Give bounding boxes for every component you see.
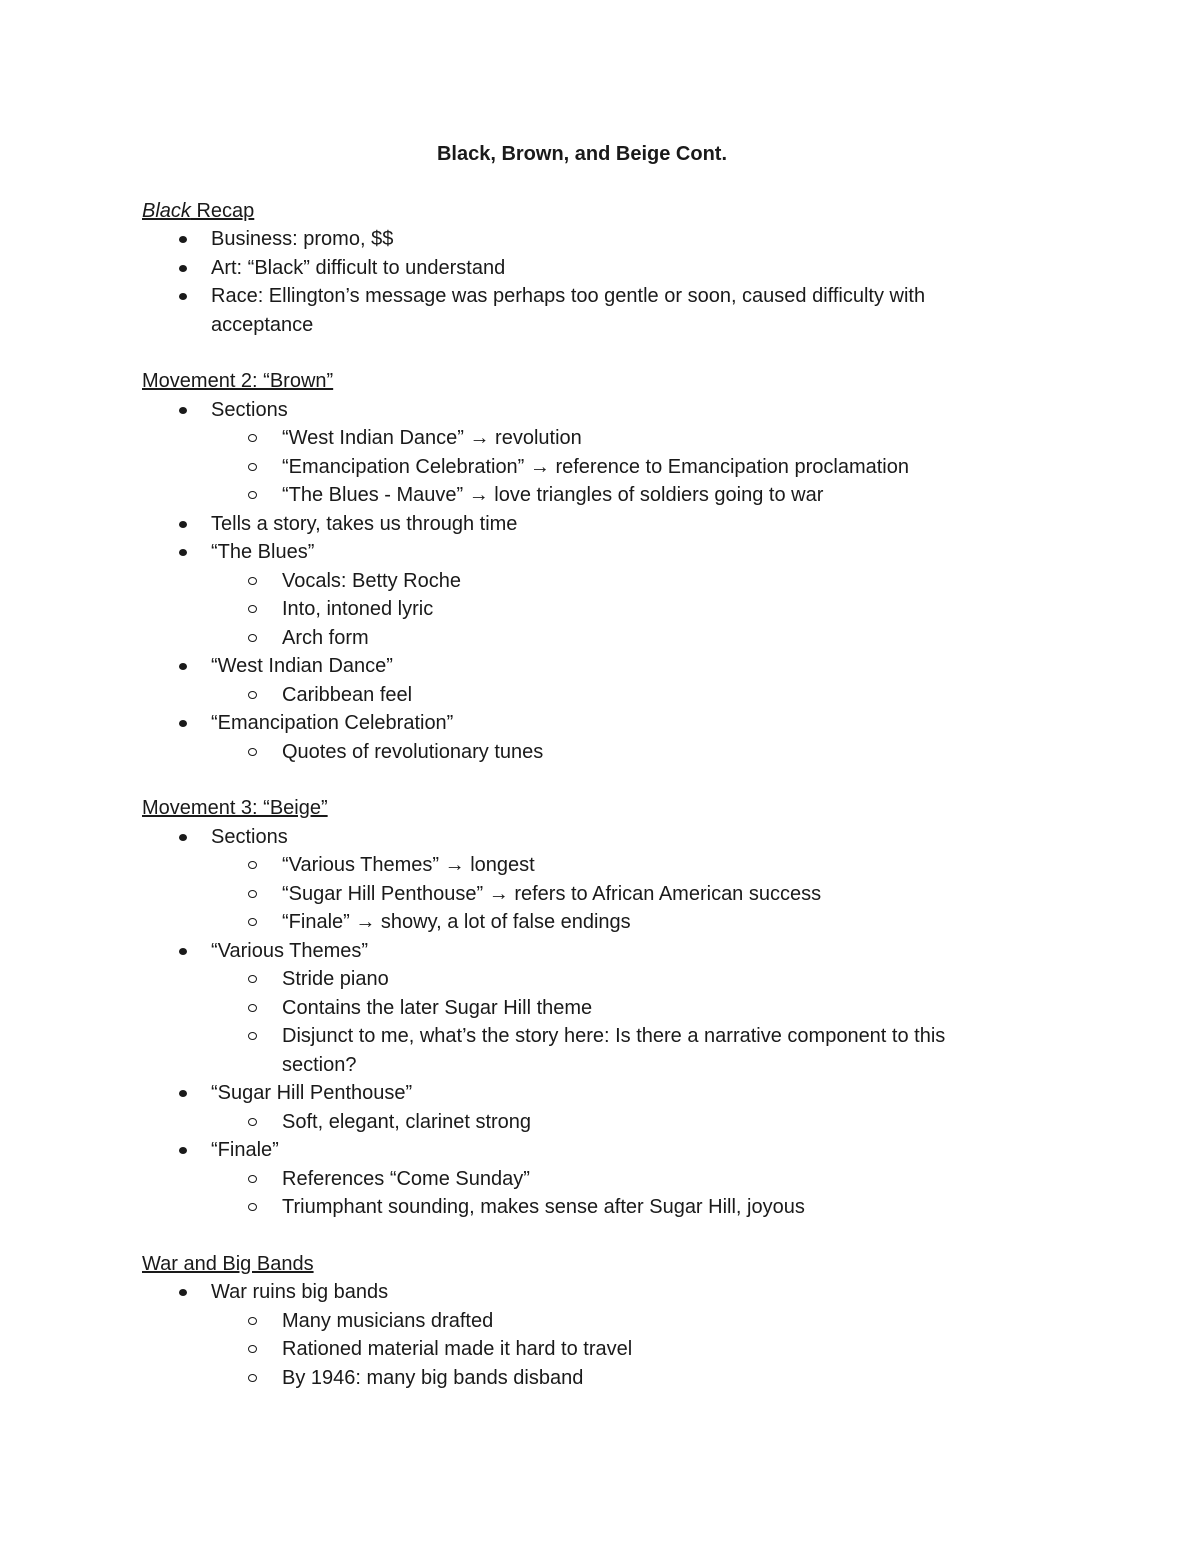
sub-list-item: Into, intoned lyric	[211, 595, 1022, 624]
list-item-text: Race: Ellington’s message was perhaps too gentle or soon, caused difficulty with acceptance	[211, 285, 926, 336]
sub-list-item: “Sugar Hill Penthouse” → refers to African American success	[211, 880, 1022, 909]
list-item-text: “West Indian Dance”	[211, 655, 393, 677]
sub-list-item: Triumphant sounding, makes sense after Sugar Hill, joyous	[211, 1193, 1022, 1222]
section	[142, 794, 1022, 1222]
section-heading-text: War and Big Bands	[142, 1252, 314, 1275]
section	[142, 197, 1022, 340]
sub-list-item: References “Come Sunday”	[211, 1165, 1022, 1194]
sub-bullet-list	[211, 738, 1022, 767]
section	[142, 1250, 1022, 1393]
list-item	[142, 652, 1022, 709]
list-item-text: Sections	[211, 825, 288, 848]
sub-list-item: “The Blues - Mauve” → love triangles of soldiers going to war	[211, 481, 1022, 510]
sub-list-item: Caribbean feel	[211, 681, 1022, 710]
list-item-text: “Emancipation Celebration”	[211, 712, 454, 734]
list-item	[142, 937, 1022, 1080]
list-item	[142, 709, 1022, 766]
section-heading	[142, 794, 1022, 823]
section	[142, 367, 1022, 766]
sub-list-item: Soft, elegant, clarinet strong	[211, 1108, 1022, 1137]
sub-bullet-list	[211, 681, 1022, 710]
bullet-list	[142, 823, 1022, 1222]
sub-list-item: Arch form	[211, 624, 1022, 653]
list-item	[142, 1079, 1022, 1136]
list-item	[142, 538, 1022, 652]
list-item	[142, 254, 1022, 283]
document-page	[142, 140, 1022, 1420]
list-item	[142, 282, 1022, 339]
sub-bullet-list	[211, 1307, 1022, 1393]
sub-list-item: “Various Themes” → longest	[211, 851, 1022, 880]
sub-bullet-list	[211, 1165, 1022, 1222]
sub-list-item: Many musicians drafted	[211, 1307, 1022, 1336]
list-item	[142, 510, 1022, 539]
list-item	[142, 225, 1022, 254]
sub-list-item: By 1946: many big bands disband	[211, 1364, 1022, 1393]
list-item	[142, 396, 1022, 510]
section-heading	[142, 197, 1022, 226]
sub-list-item: Vocals: Betty Roche	[211, 567, 1022, 596]
list-item-text: “Various Themes”	[211, 939, 369, 962]
sub-bullet-list	[211, 851, 1022, 937]
sections-container	[142, 197, 1022, 1393]
sub-list-item: “Finale” → showy, a lot of false endings	[211, 908, 1022, 937]
sub-list-item: “West Indian Dance” → revolution	[211, 424, 1022, 453]
sub-list-item: Contains the later Sugar Hill theme	[211, 994, 1022, 1023]
list-item-text: Sections	[211, 398, 288, 421]
section-heading-text: Movement 2: “Brown”	[142, 370, 334, 392]
list-item-text: War ruins big bands	[211, 1281, 389, 1303]
list-item	[142, 1136, 1022, 1222]
document-title: Black, Brown, and Beige Cont.	[436, 143, 728, 165]
list-item-text: Tells a story, takes us through time	[211, 512, 518, 535]
list-item-text: “Sugar Hill Penthouse”	[211, 1082, 413, 1104]
list-item	[142, 1278, 1022, 1392]
sub-bullet-list	[211, 965, 1022, 1079]
bullet-list	[142, 1278, 1022, 1392]
list-item-text: “Finale”	[211, 1139, 279, 1161]
list-item-text: Art: “Black” difficult to understand	[211, 256, 506, 279]
section-heading-italic: Black	[142, 199, 191, 222]
list-item	[142, 823, 1022, 937]
sub-bullet-list	[211, 567, 1022, 653]
section-heading-text: Movement 3: “Beige”	[142, 797, 328, 819]
section-heading	[142, 1250, 1022, 1279]
list-item-text: “The Blues”	[211, 541, 315, 563]
sub-list-item: Quotes of revolutionary tunes	[211, 738, 1022, 767]
sub-list-item: Rationed material made it hard to travel	[211, 1335, 1022, 1364]
bullet-list	[142, 396, 1022, 767]
bullet-list	[142, 225, 1022, 339]
sub-bullet-list	[211, 1108, 1022, 1137]
section-heading	[142, 367, 1022, 396]
sub-bullet-list	[211, 424, 1022, 510]
sub-list-item: Disjunct to me, what’s the story here: Is there a narrative component to this section?	[211, 1022, 1022, 1079]
sub-list-item: “Emancipation Celebration” → reference to Emancipation proclamation	[211, 453, 1022, 482]
section-heading-text: Recap	[190, 199, 255, 222]
list-item-text: Business: promo, $$	[211, 228, 394, 250]
sub-list-item: Stride piano	[211, 965, 1022, 994]
